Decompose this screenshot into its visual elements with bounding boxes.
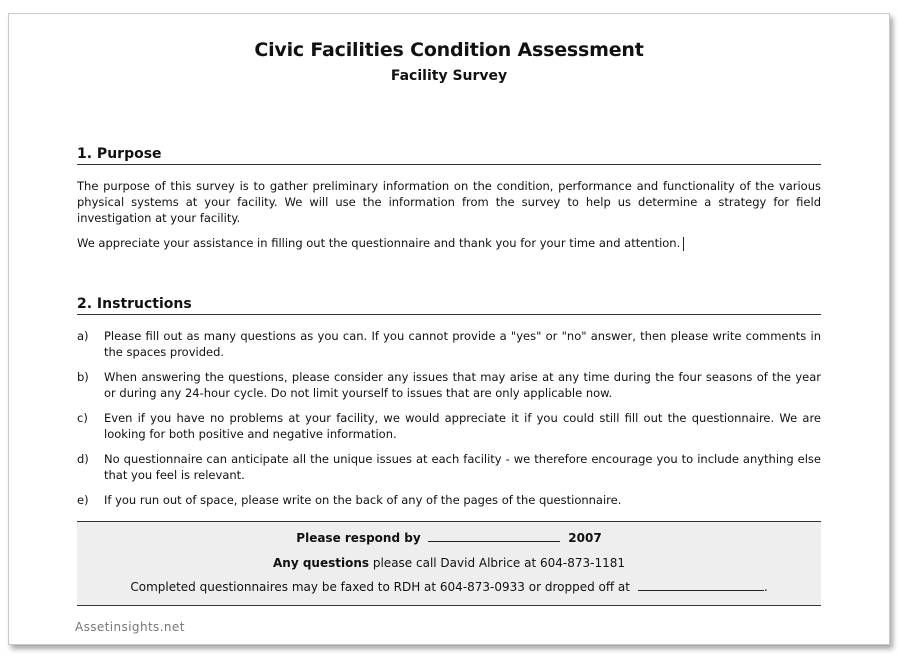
survey-page	[8, 13, 890, 645]
list-item-text: Please fill out as many questions as you can. If you cannot provide a "yes" or "no" answer, then please write comments in the spaces provided.	[104, 329, 821, 359]
fax-text: Completed questionnaires may be faxed to RDH at 604-873-0933 or dropped off at	[130, 580, 630, 594]
drop-off-blank[interactable]	[638, 580, 764, 591]
list-item	[77, 410, 821, 442]
respond-by-row	[77, 531, 821, 545]
purpose-paragraph-1: The purpose of this survey is to gather preliminary information on the condition, performance and functionality of the various physical systems at your facility. We will use the information from the survey to help us determine a strategy for field investigation at your facility.	[77, 179, 821, 225]
list-item	[77, 492, 821, 508]
list-item-text: If you run out of space, please write on the back of any of the pages of the questionnaire.	[104, 493, 622, 507]
respond-year: 2007	[568, 531, 602, 545]
instructions-heading: 2. Instructions	[77, 296, 821, 315]
list-item-letter: d)	[77, 452, 89, 466]
list-item	[77, 328, 821, 360]
watermark: Assetinsights.net	[75, 620, 185, 634]
list-item	[77, 451, 821, 483]
instructions-section	[77, 296, 821, 517]
list-item-text: Even if you have no problems at your facility, we would appreciate it if you could still fill out the questionnaire. We are looking for both positive and negative information.	[104, 411, 821, 441]
purpose-heading: 1. Purpose	[77, 146, 821, 165]
purpose-paragraph-2	[77, 235, 821, 251]
list-item-letter: c)	[77, 411, 88, 425]
respond-date-blank[interactable]	[428, 531, 560, 542]
list-item-letter: b)	[77, 370, 89, 384]
list-item	[77, 369, 821, 401]
list-item-text: No questionnaire can anticipate all the unique issues at each facility - we therefore encourage you to include anything else that you feel is relevant.	[104, 452, 821, 482]
respond-by-label: Please respond by	[296, 531, 421, 545]
list-item-text: When answering the questions, please consider any issues that may arise at any time during the four seasons of the year or during any 24-hour cycle. Do not limit yourself to issues that are only applicable now.	[104, 370, 821, 400]
list-item-letter: a)	[77, 329, 89, 343]
purpose-section	[77, 146, 821, 251]
questions-text: please call David Albrice at 604-873-1181	[372, 556, 625, 570]
document-subtitle: Facility Survey	[390, 68, 508, 84]
respond-box	[77, 521, 821, 606]
purpose-paragraph-2-text: We appreciate your assistance in filling out the questionnaire and thank you for your time and attention.	[77, 236, 681, 250]
document-title: Civic Facilities Condition Assessment	[254, 39, 644, 61]
questions-label: Any questions	[273, 556, 370, 570]
fax-row	[77, 580, 821, 594]
fax-end: .	[763, 580, 768, 594]
list-item-letter: e)	[77, 493, 89, 507]
text-cursor	[683, 237, 684, 251]
instructions-list	[77, 328, 821, 508]
questions-row	[77, 556, 821, 570]
